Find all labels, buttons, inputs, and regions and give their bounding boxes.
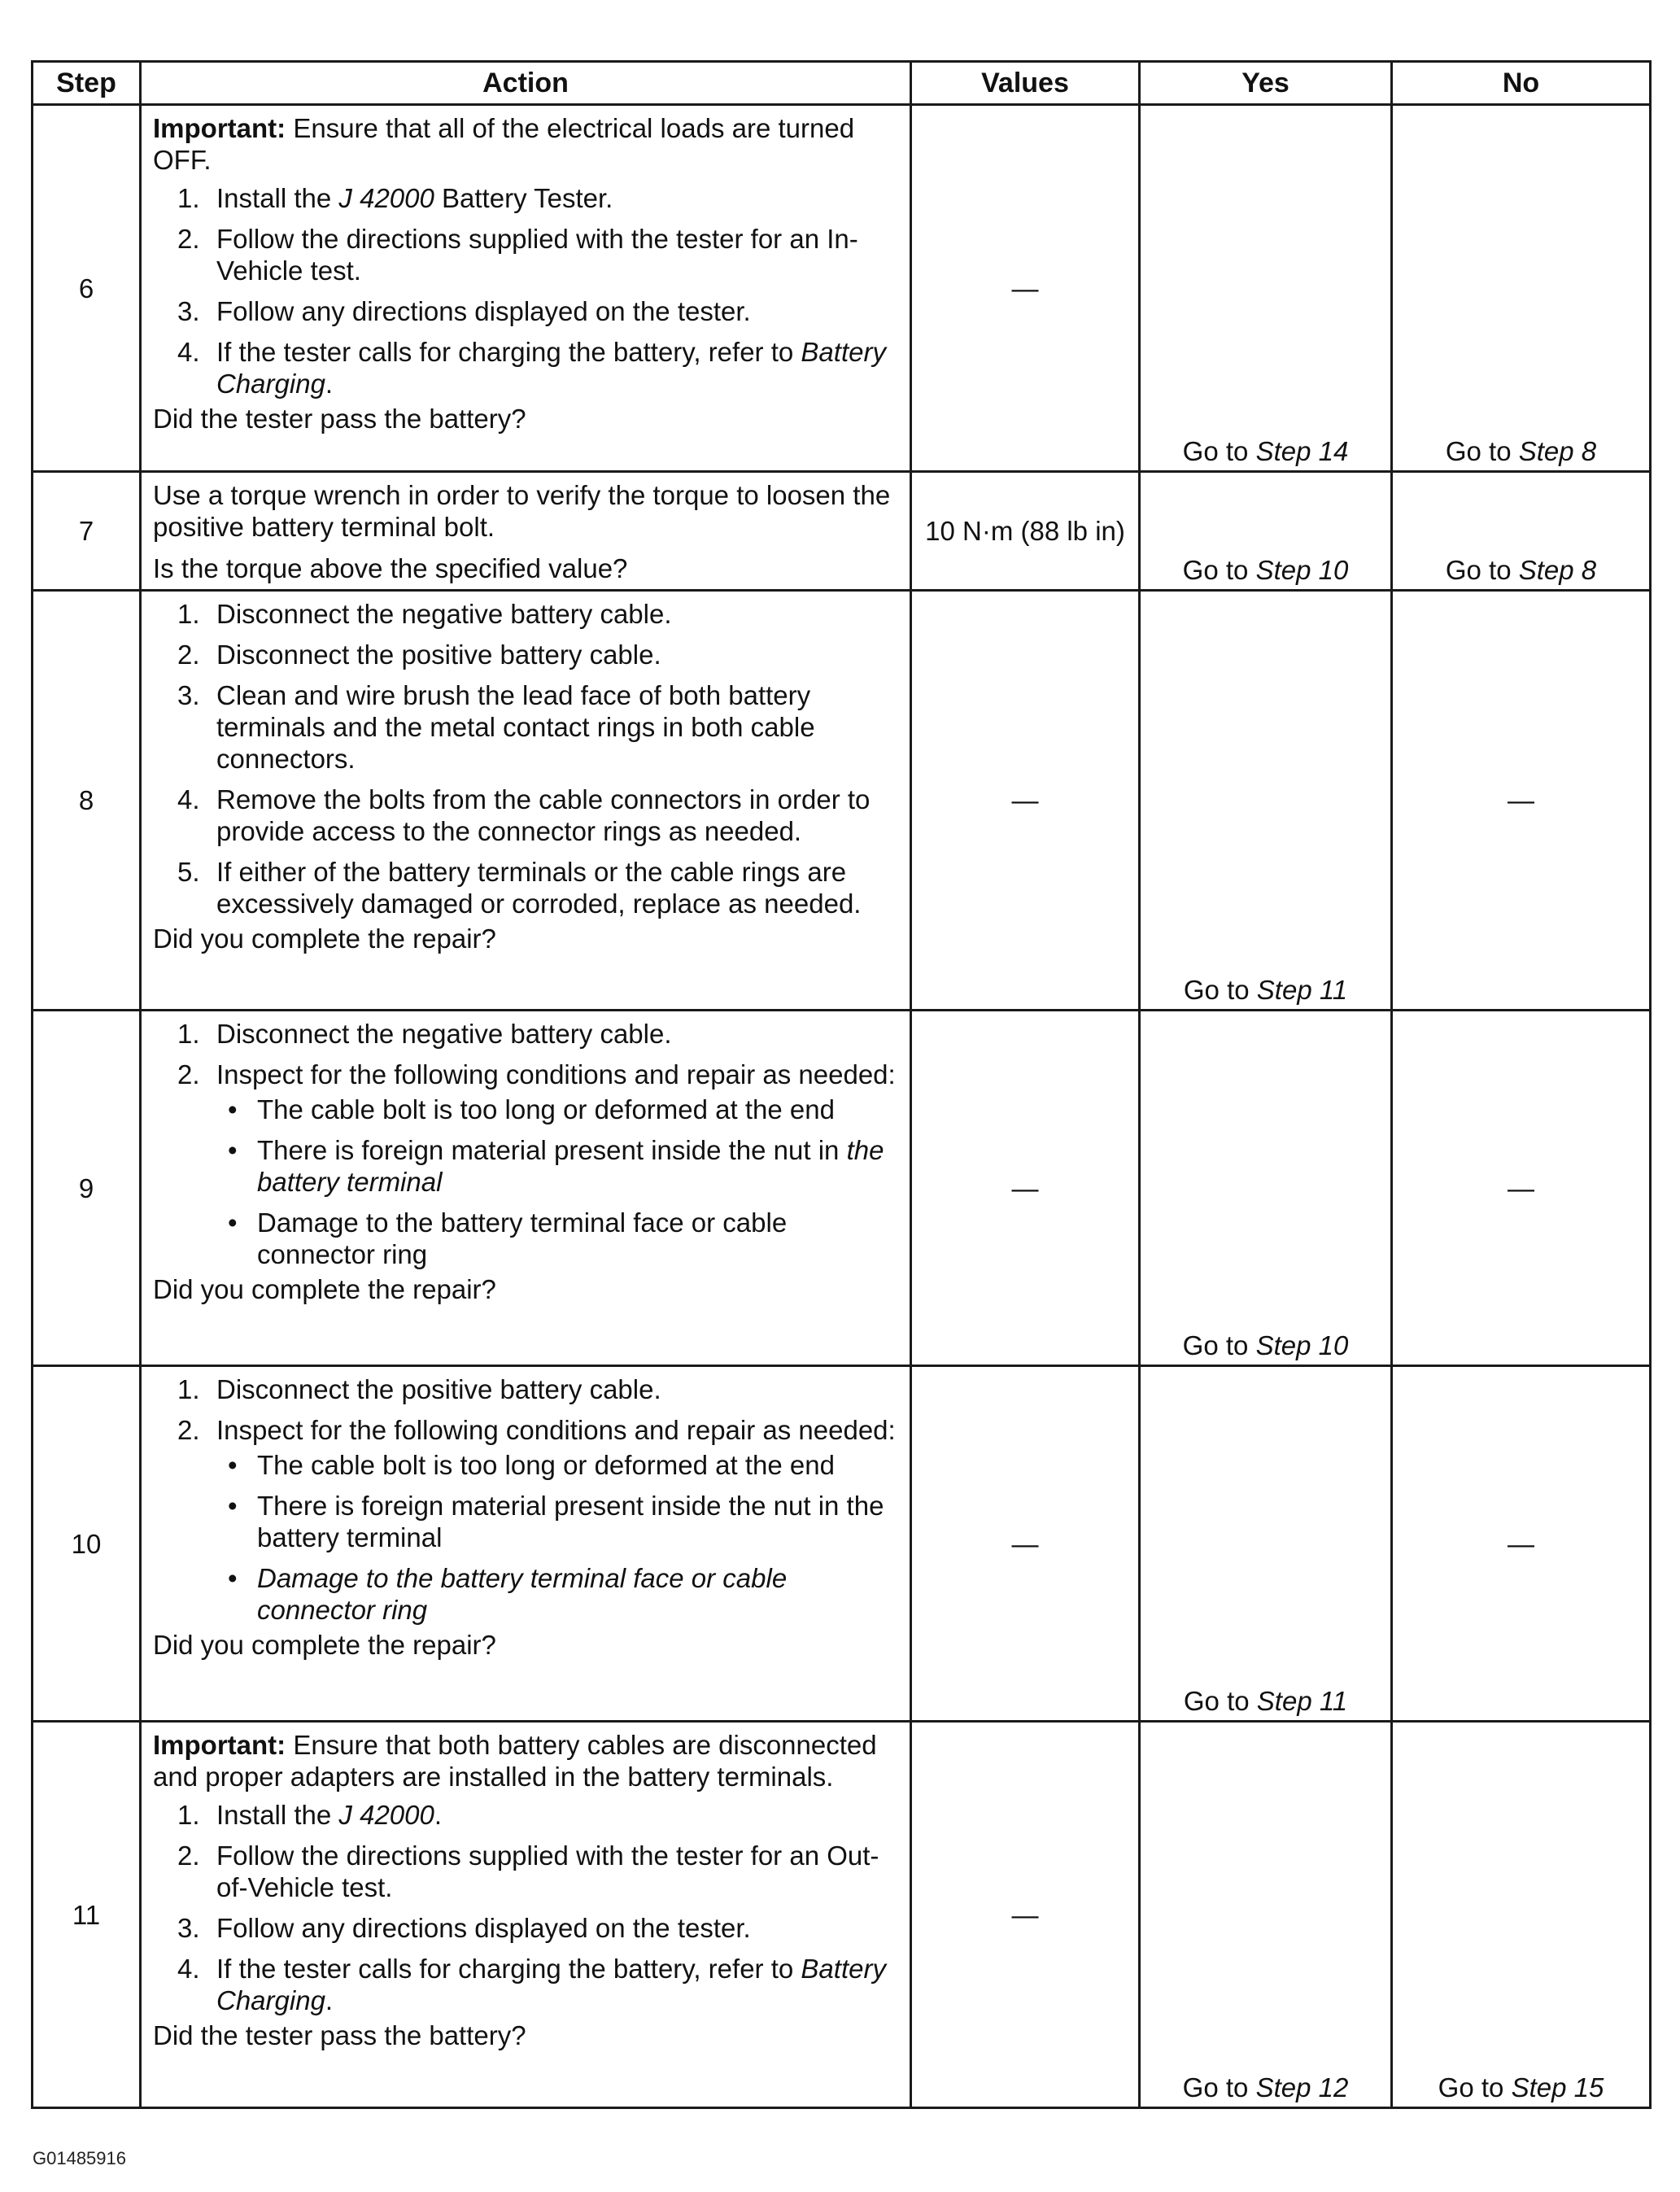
action-cell	[141, 105, 911, 472]
yes-cell: Go to Step 10	[1140, 472, 1392, 591]
list-item: 2. Follow the directions supplied with the tester for an In-Vehicle test.	[177, 224, 858, 286]
header-action: Action	[141, 62, 911, 105]
condition-list	[216, 1449, 898, 1626]
values-cell: —	[911, 1011, 1140, 1366]
step-link[interactable]: Step 10	[1255, 1330, 1349, 1360]
question: Did you complete the repair?	[153, 1274, 496, 1304]
header-yes: Yes	[1140, 62, 1392, 105]
table-row-step-11	[33, 1722, 1651, 2108]
step-number: 6	[33, 105, 141, 472]
action-cell	[141, 472, 911, 591]
yes-cell: Go to Step 12	[1140, 1722, 1392, 2108]
list-item: 2. Follow the directions supplied with the tester for an Out-of-Vehicle test.	[177, 1840, 879, 1902]
header-values: Values	[911, 62, 1140, 105]
action-steps	[153, 182, 898, 400]
yes-cell: Go to Step 11	[1140, 1366, 1392, 1722]
header-row	[33, 62, 1651, 105]
important-note: Important: Ensure that all of the electrical loads are turned OFF.	[153, 113, 855, 175]
step-number: 11	[33, 1722, 141, 2108]
list-item: 4. Remove the bolts from the cable connectors in order to provide access to the connector rings as needed.	[177, 784, 871, 846]
action-cell	[141, 1722, 911, 2108]
no-cell: Go to Step 15	[1392, 1722, 1651, 2108]
list-item: 4. If the tester calls for charging the battery, refer to Battery Charging.	[177, 337, 886, 399]
list-item: 1. Install the J 42000.	[177, 1800, 443, 1830]
no-cell: Go to Step 8	[1392, 105, 1651, 472]
action-cell	[141, 591, 911, 1011]
bullet-item: • There is foreign material present inside the nut in the battery terminal	[228, 1135, 884, 1197]
yes-cell: Go to Step 10	[1140, 1011, 1392, 1366]
header-no: No	[1392, 62, 1651, 105]
action-steps	[153, 1799, 898, 2016]
list-item: 1. Install the J 42000 Battery Tester.	[177, 183, 613, 213]
question: Did you complete the repair?	[153, 1630, 496, 1660]
question: Is the torque above the specified value?	[153, 553, 628, 583]
table-row-step-8	[33, 591, 1651, 1011]
table-row-step-7	[33, 472, 1651, 591]
list-item: 1. Disconnect the negative battery cable.	[177, 599, 672, 629]
no-cell: Go to Step 8	[1392, 472, 1651, 591]
step-link[interactable]: Step 8	[1518, 555, 1597, 585]
yes-cell: Go to Step 14	[1140, 105, 1392, 472]
list-item: 3. Clean and wire brush the lead face of both battery terminals and the metal contact rings in both cable connectors.	[177, 680, 815, 774]
bullet-item: • There is foreign material present inside the nut in the battery terminal	[228, 1491, 884, 1552]
bullet-item: • The cable bolt is too long or deformed at the end	[228, 1094, 835, 1124]
list-item: 3. Follow any directions displayed on the tester.	[177, 1913, 751, 1943]
step-link[interactable]: Step 15	[1511, 2072, 1604, 2102]
list-item: 2. Disconnect the positive battery cable.	[177, 640, 661, 670]
action-cell	[141, 1366, 911, 1722]
step-number: 8	[33, 591, 141, 1011]
important-note: Important: Ensure that both battery cables are disconnected and proper adapters are installed in the battery terminals.	[153, 1730, 877, 1792]
step-link[interactable]: Step 12	[1255, 2072, 1349, 2102]
step-link[interactable]: Step 11	[1256, 975, 1348, 1005]
step-link[interactable]: Step 14	[1255, 436, 1349, 466]
values-cell: —	[911, 105, 1140, 472]
values-cell: —	[911, 1366, 1140, 1722]
action-steps	[153, 1373, 898, 1626]
bullet-item: • Damage to the battery terminal face or cable connector ring	[228, 1563, 788, 1625]
bullet-item: • The cable bolt is too long or deformed at the end	[228, 1450, 835, 1480]
values-cell: 10 N·m (88 lb in)	[911, 472, 1140, 591]
step-number: 7	[33, 472, 141, 591]
step-link[interactable]: Step 11	[1256, 1686, 1348, 1716]
step-number: 9	[33, 1011, 141, 1366]
action-steps	[153, 598, 898, 919]
step-link[interactable]: Step 8	[1518, 436, 1597, 466]
action-cell	[141, 1011, 911, 1366]
question: Did the tester pass the battery?	[153, 2020, 526, 2050]
list-item: 1. Disconnect the positive battery cable.	[177, 1374, 661, 1404]
action-text: Use a torque wrench in order to verify the torque to loosen the positive battery terminal bolt.	[153, 480, 891, 542]
no-cell: —	[1392, 1011, 1651, 1366]
no-cell: —	[1392, 1366, 1651, 1722]
list-item: 2. Inspect for the following conditions and repair as needed: • The cable bolt is too long or deformed at the end • There is foreign material present inside the nut in the battery terminal • Damage to the battery terminal face or cable connector ring	[153, 1059, 898, 1270]
table-row-step-6	[33, 105, 1651, 472]
list-item: 3. Follow any directions displayed on the tester.	[177, 296, 751, 326]
list-item: 4. If the tester calls for charging the battery, refer to Battery Charging.	[177, 1954, 886, 2015]
step-number: 10	[33, 1366, 141, 1722]
header-step: Step	[33, 62, 141, 105]
figure-id: G01485916	[33, 2148, 126, 2168]
values-cell: —	[911, 591, 1140, 1011]
no-cell: —	[1392, 591, 1651, 1011]
diagnostic-table	[31, 60, 1652, 2109]
list-item: 5. If either of the battery terminals or the cable rings are excessively damaged or corroded, replace as needed.	[177, 857, 862, 919]
values-cell: —	[911, 1722, 1140, 2108]
list-item: 1. Disconnect the negative battery cable.	[177, 1019, 672, 1049]
condition-list	[216, 1094, 898, 1270]
action-steps	[153, 1018, 898, 1270]
question: Did the tester pass the battery?	[153, 404, 526, 434]
table-row-step-9	[33, 1011, 1651, 1366]
table-row-step-10	[33, 1366, 1651, 1722]
step-link[interactable]: Step 10	[1255, 555, 1349, 585]
bullet-item: • Damage to the battery terminal face or cable connector ring	[228, 1207, 788, 1269]
yes-cell: Go to Step 11	[1140, 591, 1392, 1011]
list-item: 2. Inspect for the following conditions and repair as needed: • The cable bolt is too long or deformed at the end • There is foreign material present inside the nut in the battery terminal • Damage to the battery terminal face or cable connector ring	[153, 1414, 898, 1626]
question: Did you complete the repair?	[153, 924, 496, 954]
